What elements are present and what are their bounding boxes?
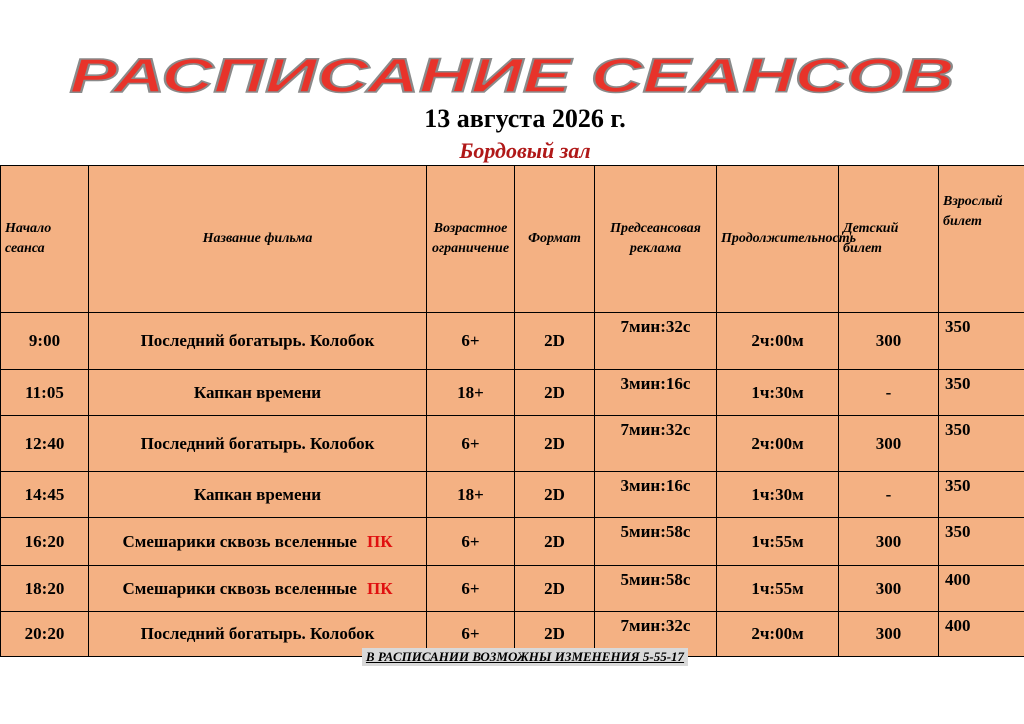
header-film: Название фильма (89, 166, 427, 313)
schedule-date: 13 августа 2026 г. (424, 104, 626, 133)
cell-ads-text: 7мин:32с (620, 317, 691, 336)
cell-child (839, 518, 939, 566)
cell-adult-text: 350 (945, 317, 971, 336)
pushkin-card-badge: ПК (366, 578, 393, 598)
header-child: Детский билет (839, 166, 939, 313)
cell-format (515, 416, 595, 472)
cell-age (427, 566, 515, 612)
cell-format-text: 2D (544, 578, 565, 598)
cell-time (1, 313, 89, 370)
cell-adult (939, 566, 1024, 612)
cell-format (515, 472, 595, 518)
cell-ads-text: 7мин:32с (620, 420, 691, 439)
cell-age-text: 6+ (461, 531, 480, 551)
cell-film-text: Смешарики сквозь вселенные (122, 531, 357, 551)
cell-child-text: 300 (875, 531, 902, 551)
header-adult: Взрослый билет (939, 166, 1024, 313)
cell-child-text: 300 (875, 331, 902, 350)
cell-child (839, 472, 939, 518)
cell-age-text: 18+ (457, 382, 484, 402)
cell-format-text: 2D (544, 531, 565, 551)
cell-adult-text: 350 (945, 374, 971, 393)
cell-ads-text: 3мин:16с (620, 374, 691, 393)
cell-film (89, 472, 427, 518)
title-banner (0, 48, 1024, 104)
cell-duration (717, 566, 839, 612)
header-format: Формат (515, 166, 595, 313)
changes-note-text: В РАСПИСАНИИ ВОЗМОЖНЫ ИЗМЕНЕНИЯ 5-55-17 (362, 648, 688, 666)
cell-child-text: 300 (875, 624, 902, 643)
cell-time-text: 9:00 (28, 331, 61, 350)
cell-ads-text: 7мин:32с (620, 616, 691, 635)
cell-film (89, 313, 427, 370)
table-row (1, 416, 1024, 472)
cell-ads (595, 566, 717, 612)
cell-adult-text: 350 (945, 522, 971, 541)
cell-child (839, 370, 939, 416)
cell-adult (939, 313, 1024, 370)
cell-time-text: 12:40 (24, 433, 65, 453)
cell-age-text: 6+ (461, 331, 480, 350)
cell-duration-text: 1ч:55м (751, 578, 804, 598)
cell-format (515, 518, 595, 566)
page-title: РАСПИСАНИЕ СЕАНСОВ (69, 50, 955, 103)
cell-film-text: Последний богатырь. Колобок (140, 624, 375, 643)
cell-adult (939, 518, 1024, 566)
cell-age (427, 370, 515, 416)
cell-duration (717, 370, 839, 416)
header-duration: Продолжительность (717, 166, 839, 313)
cell-child-text: 300 (875, 578, 902, 598)
table-row (1, 518, 1024, 566)
cell-duration-text: 1ч:55м (751, 531, 804, 551)
cell-ads (595, 416, 717, 472)
cell-child (839, 416, 939, 472)
cell-film-text: Последний богатырь. Колобок (140, 331, 375, 350)
table-row (1, 313, 1024, 370)
cell-age (427, 416, 515, 472)
cell-adult-text: 400 (945, 570, 971, 589)
table-header-row (1, 166, 1024, 313)
header-age: Возрастное ограничение (427, 166, 515, 313)
cell-film-text: Капкан времени (193, 484, 322, 504)
schedule-table (0, 165, 1024, 657)
cell-adult (939, 416, 1024, 472)
cell-adult-text: 350 (945, 476, 971, 495)
cell-format-text: 2D (544, 382, 565, 402)
cell-film (89, 566, 427, 612)
cell-ads-text: 3мин:16с (620, 476, 691, 495)
cell-time-text: 16:20 (24, 531, 65, 551)
title-wordart (62, 48, 962, 104)
hall-name: Бордовый зал (459, 138, 591, 163)
table-row (1, 472, 1024, 518)
cell-adult-text: 400 (945, 616, 971, 635)
cell-format (515, 566, 595, 612)
cell-time-text: 18:20 (24, 578, 65, 598)
pushkin-card-badge: ПК (366, 531, 393, 551)
cell-duration (717, 416, 839, 472)
cell-child-text: 300 (875, 433, 902, 453)
cell-adult (939, 472, 1024, 518)
cell-duration (717, 313, 839, 370)
header-ads: Предсеансовая реклама (595, 166, 717, 313)
cell-format-text: 2D (544, 484, 565, 504)
cell-ads-text: 5мин:58с (620, 570, 691, 589)
cell-adult-text: 350 (945, 420, 971, 439)
cell-duration-text: 2ч:00м (751, 331, 804, 350)
cell-age-text: 6+ (461, 433, 480, 453)
cell-child (839, 313, 939, 370)
cell-adult (939, 370, 1024, 416)
cell-ads (595, 313, 717, 370)
cell-time-text: 14:45 (24, 484, 65, 504)
cell-duration (717, 472, 839, 518)
cell-format (515, 370, 595, 416)
cell-age-text: 18+ (457, 484, 484, 504)
cell-time (1, 370, 89, 416)
table-row (1, 566, 1024, 612)
cell-child (839, 566, 939, 612)
cell-film-text: Капкан времени (193, 382, 322, 402)
cell-duration-text: 2ч:00м (751, 624, 804, 643)
cell-age (427, 472, 515, 518)
cell-ads (595, 472, 717, 518)
cell-age-text: 6+ (461, 578, 480, 598)
cell-format-text: 2D (544, 331, 565, 350)
cell-duration (717, 518, 839, 566)
cell-age-text: 6+ (461, 624, 480, 643)
cell-ads (595, 518, 717, 566)
cell-film (89, 370, 427, 416)
cell-format (515, 313, 595, 370)
cell-duration-text: 1ч:30м (751, 382, 804, 402)
cell-format-text: 2D (544, 624, 565, 643)
cell-film (89, 518, 427, 566)
cell-ads-text: 5мин:58с (620, 522, 691, 541)
table-row (1, 370, 1024, 416)
changes-note (0, 648, 1024, 666)
cell-age (427, 313, 515, 370)
cell-time (1, 472, 89, 518)
header-start: Начало сеанса (1, 166, 89, 313)
cell-duration-text: 1ч:30м (751, 484, 804, 504)
cell-film (89, 416, 427, 472)
cell-age (427, 518, 515, 566)
cell-film-text: Смешарики сквозь вселенные (122, 578, 357, 598)
cell-child-text: - (885, 484, 892, 504)
cell-child-text: - (885, 382, 892, 402)
cell-format-text: 2D (544, 433, 565, 453)
cell-film-text: Последний богатырь. Колобок (140, 433, 375, 453)
cell-time-text: 20:20 (24, 624, 65, 643)
cell-duration-text: 2ч:00м (751, 433, 804, 453)
cell-time-text: 11:05 (25, 382, 64, 402)
cell-ads (595, 370, 717, 416)
cell-time (1, 416, 89, 472)
cell-time (1, 566, 89, 612)
cell-time (1, 518, 89, 566)
